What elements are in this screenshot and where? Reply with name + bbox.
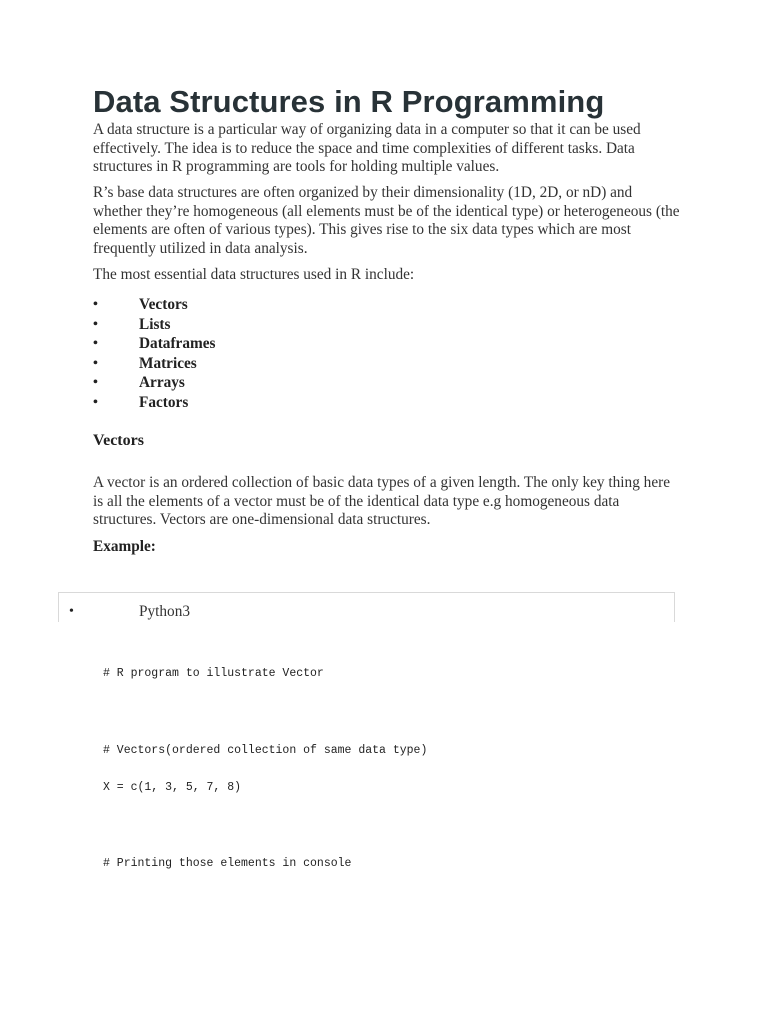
bullet-icon: • [93,336,98,351]
bullet-icon: • [93,316,98,332]
section-heading-vectors: Vectors [93,432,144,449]
code-line: X = c(1, 3, 5, 7, 8) [103,781,242,794]
list-item-label: Matrices [139,354,197,372]
intro-paragraph: A data structure is a particular way of organizing data in a computer so that it can be used effectively. The idea is to reduce the space and time complexities of different tasks. Data structures in R programming are tools for holding multiple values. [93,121,641,176]
tab-bullet-icon: • [69,604,74,619]
code-line: # Vectors(ordered collection of same data type) [103,744,428,757]
dimensionality-paragraph: R’s base data structures are often organized by their dimensionality (1D, 2D, or nD) and whether they’re homogeneous (all elements must be of the identical type) or heterogeneous (the elements are often of various types). This gives rise to the six data types which are most frequently utilized in data analysis. [93,184,680,257]
list-item-label: Arrays [139,374,185,391]
code-line: # Printing those elements in console [103,857,352,870]
essential-structures-paragraph: The most essential data structures used in R include: [93,266,415,283]
page-title: Data Structures in R Programming [93,84,605,119]
bullet-icon: • [93,297,98,312]
list-item-label: Dataframes [139,335,216,352]
example-label: Example: [93,538,156,555]
list-item-label: Lists [139,315,171,333]
list-item-label: Vectors [139,296,188,313]
bullet-icon: • [93,394,98,410]
tab-python3[interactable]: Python3 [139,603,190,620]
bullet-icon: • [93,375,98,390]
bullet-icon: • [93,355,98,371]
code-line: # R program to illustrate Vector [103,667,324,680]
vector-definition-paragraph: A vector is an ordered collection of basic data types of a given length. The only key thing here is all the elements of a vector must be of the identical data type e.g homogeneous data structures. Vectors are one-dimensional data structures. [93,474,670,529]
list-item-label: Factors [139,393,189,411]
